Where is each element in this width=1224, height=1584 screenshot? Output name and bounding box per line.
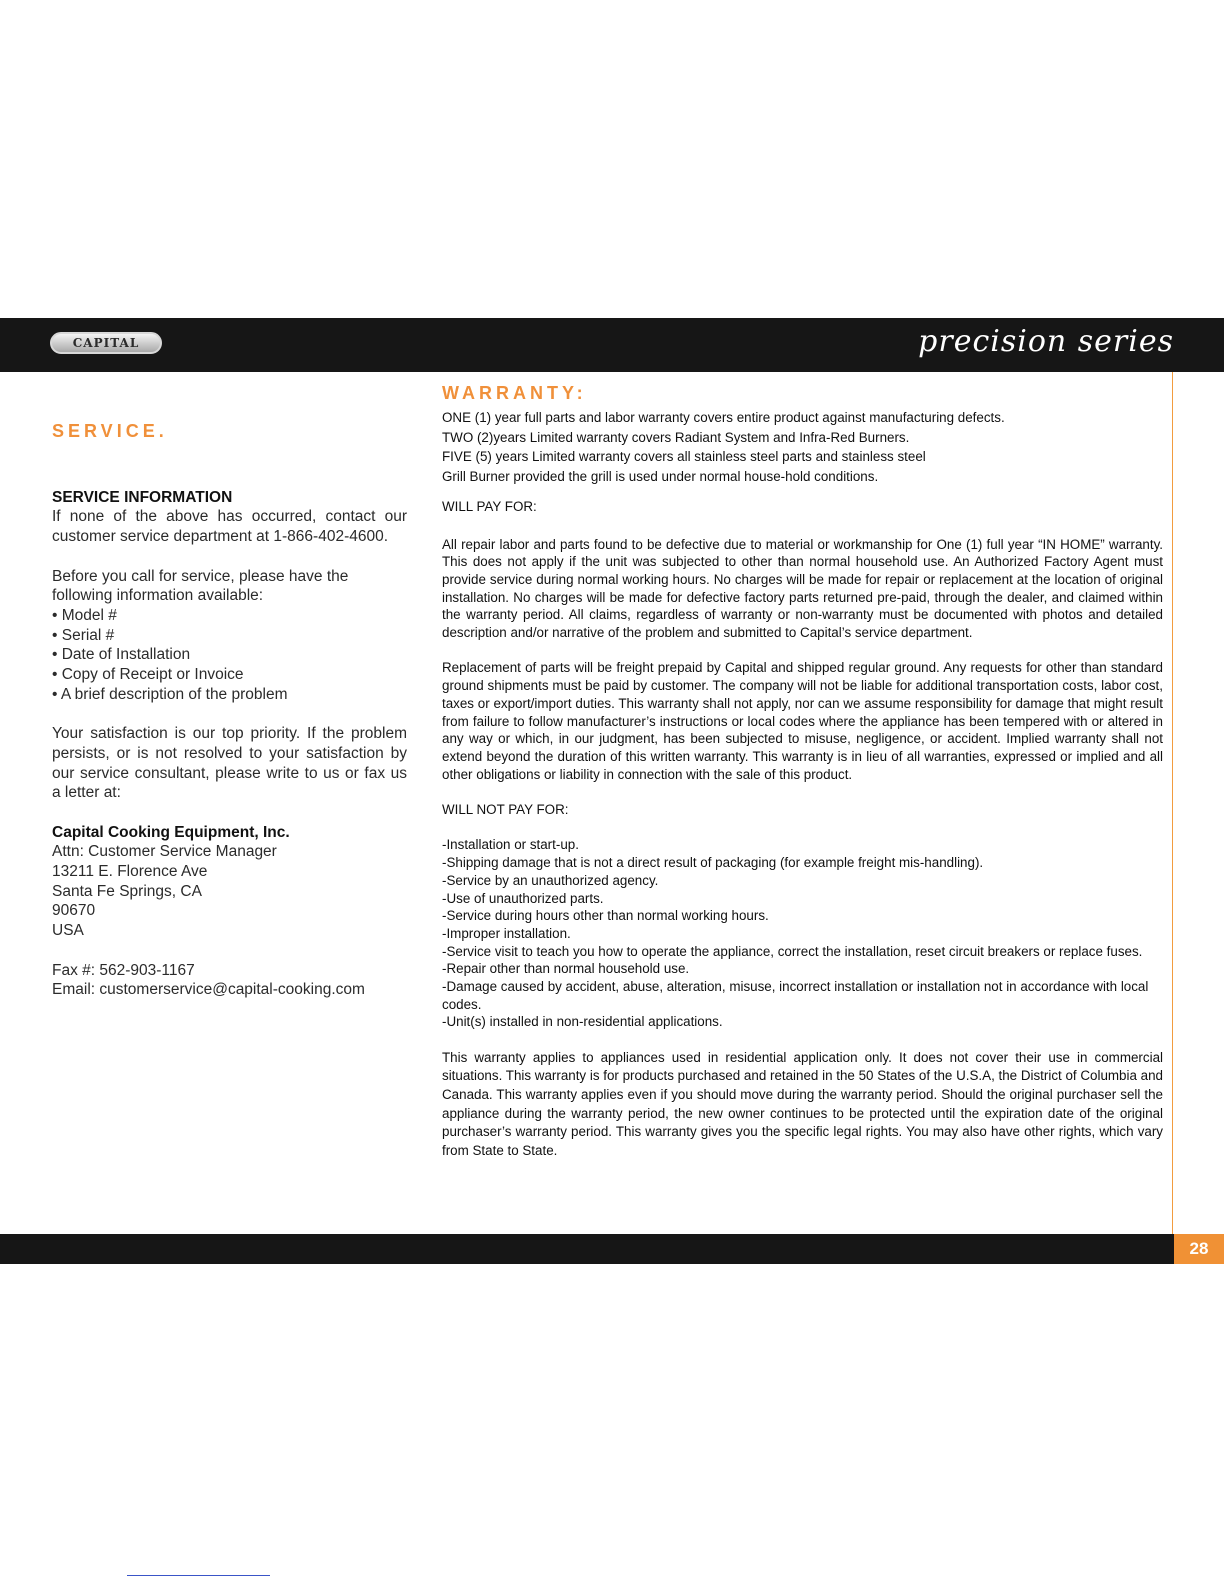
exclusion-item: -Use of unauthorized parts.	[442, 890, 604, 906]
exclusions-list	[442, 836, 1163, 1031]
warranty-column	[442, 382, 1163, 1160]
right-divider	[1172, 372, 1173, 1234]
logo-text: CAPITAL	[72, 336, 140, 350]
address-line: Attn: Customer Service Manager	[52, 843, 277, 861]
exclusion-item: -Damage caused by accident, abuse, alteration, misuse, incorrect installation or installation not in accordance with local codes.	[442, 979, 1149, 1012]
will-pay-paragraph: All repair labor and parts found to be defective due to material or workmanship for One (1) full year “IN HOME” warranty. This does not apply if the unit was subjected to other than normal household use. An Authorized Factory Agent must provide service during normal working hours. No charges will be made for repair or replacement at the location of original installation. No charges will be made for defective factory parts returned pre-paid, through the dealer, and claimed within the warranty period. All claims, regardless of warranty or non-warranty must be documented with photos and detailed description and/or narrative of the problem and submitted to Capital’s service department.	[442, 536, 1163, 641]
satisfaction-text: Your satisfaction is our top priority. If the problem persists, or is not resolved to your satisfaction by our service consultant, please write to us or fax us a letter at:	[52, 725, 407, 802]
before-call-text: Before you call for service, please have the following information available:	[52, 567, 349, 605]
address-line: USA	[52, 922, 84, 940]
warranty-title: WARRANTY:	[442, 383, 587, 403]
series-title: precision series	[918, 324, 1174, 359]
coverage-line: TWO (2)years Limited warranty covers Radiant System and Infra-Red Burners.	[442, 429, 910, 445]
exclusion-item: -Service by an unauthorized agency.	[442, 872, 659, 888]
checklist-item: • Copy of Receipt or Invoice	[52, 665, 407, 685]
footer-bar	[0, 1234, 1224, 1264]
address-line: 13211 E. Florence Ave	[52, 863, 208, 881]
email-address: Email: customerservice@capital-cooking.com	[52, 981, 365, 999]
address-line: 90670	[52, 902, 96, 920]
coverage-line: Grill Burner provided the grill is used under normal house-hold conditions.	[442, 468, 879, 484]
exclusion-item: -Service visit to teach you how to operate the appliance, correct the installation, reset circuit breakers or replace fuses.	[442, 943, 1143, 959]
page-number: 28	[1174, 1234, 1224, 1264]
coverage-line: FIVE (5) years Limited warranty covers all stainless steel parts and stainless steel	[442, 449, 926, 464]
company-name: Capital Cooking Equipment, Inc.	[52, 823, 290, 841]
exclusion-item: -Installation or start-up.	[442, 837, 579, 853]
will-pay-heading: WILL PAY FOR:	[442, 499, 537, 514]
exclusion-item: -Repair other than normal household use.	[442, 961, 690, 977]
exclusion-item: -Improper installation.	[442, 925, 571, 941]
footnote-rule	[127, 1575, 270, 1576]
fax-number: Fax #: 562-903-1167	[52, 961, 195, 979]
exclusion-item: -Service during hours other than normal working hours.	[442, 908, 769, 924]
capital-logo	[50, 332, 162, 354]
checklist-item: • A brief description of the problem	[52, 685, 407, 705]
exclusion-item: -Unit(s) installed in non-residential applications.	[442, 1014, 723, 1030]
service-column	[52, 422, 407, 1000]
service-info-heading: SERVICE INFORMATION	[52, 488, 233, 506]
service-title: SERVICE.	[52, 421, 168, 441]
coverage-line: ONE (1) year full parts and labor warranty covers entire product against manufacturing defects.	[442, 410, 1005, 425]
checklist-item: • Model #	[52, 606, 407, 626]
header-bar	[0, 318, 1224, 372]
will-not-pay-heading: WILL NOT PAY FOR:	[442, 802, 569, 818]
freight-paragraph: Replacement of parts will be freight prepaid by Capital and shipped regular ground. Any requests for other than standard ground shipments must be paid by customer. The company will not be liable for additional transportation costs, labor cost, taxes or export/import duties. This warranty shall not apply, nor can we assume responsibility for damage that might result from failure to follow manufacturer’s instructions or local codes where the appliance has been tempered with or altered in any way or which, in our judgment, has been subjected to misuse, negligence, or accident. Implied warranty shall not extend beyond the duration of this written warranty. This warranty is in lieu of all warranties, expressed or implied and all other obligations or liability in connection with the sale of this product.	[442, 660, 1163, 782]
closing-paragraph: This warranty applies to appliances used in residential application only. It does not cover their use in commercial situations. This warranty is for products purchased and retained in the 50 States of the U.S.A, the District of Columbia and Canada. This warranty applies even if you should move during the warranty period. Should the original purchaser sell the appliance during the warranty period, the new owner continues to be protected until the expiration date of the original purchaser’s warranty period. This warranty gives you the specific legal rights. You may also have other rights, which vary from State to State.	[442, 1049, 1163, 1158]
exclusion-item: -Shipping damage that is not a direct result of packaging (for example freight mis-handling).	[442, 855, 984, 871]
address-line: Santa Fe Springs, CA	[52, 882, 202, 900]
checklist-item: • Serial #	[52, 626, 407, 646]
service-intro: If none of the above has occurred, contact our customer service department at 1-866-402-4600.	[52, 508, 407, 546]
service-checklist	[52, 606, 407, 705]
checklist-item: • Date of Installation	[52, 645, 407, 665]
